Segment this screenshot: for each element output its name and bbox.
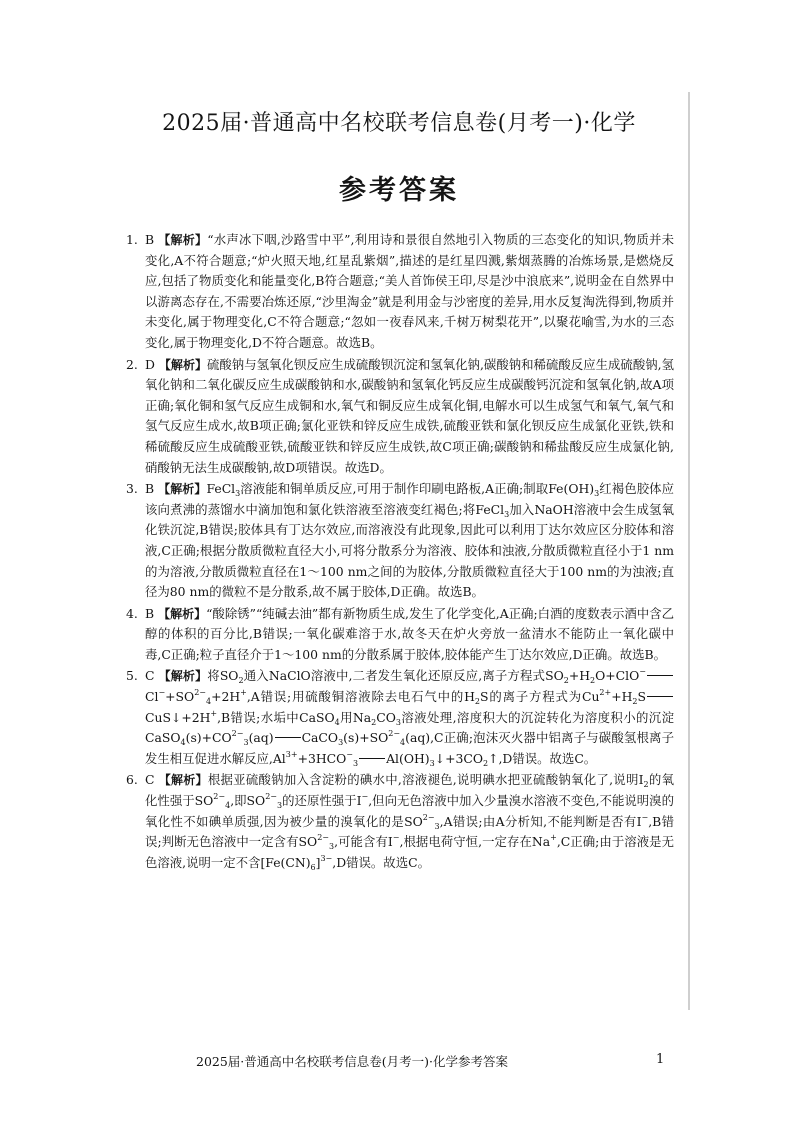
text-run: ,A错误;用硫酸铜溶液除去电石气中的H bbox=[246, 689, 475, 705]
analysis-tag: 【解析】 bbox=[158, 669, 208, 684]
answer-text bbox=[145, 232, 674, 350]
subscript: 3 bbox=[243, 738, 249, 748]
text-run: 溶液能和铜单质反应,可用于制作印刷电路板,A正确;制取Fe(OH) bbox=[240, 481, 595, 497]
text-run: (aq),C正确;泡沫灭火器中铝离子与碳酸氢根离子发生相互促进水解反应,Al bbox=[145, 730, 674, 766]
text-run: ,可能含有I bbox=[334, 834, 393, 850]
text-run: S bbox=[637, 689, 646, 705]
subscript: 2 bbox=[474, 697, 480, 707]
answer-list bbox=[126, 230, 674, 874]
superscript: 2− bbox=[422, 812, 435, 822]
subscript: 3 bbox=[395, 717, 401, 727]
equals-sign bbox=[359, 758, 385, 759]
text-run: “水声冰下咽,沙路雪中平”,利用诗和景很自然地引入物质的三态变化的知识,物质并未变化,A不符合题意;“炉火照天地,红星乱紫烟”,描述的是红星四溅,紫烟蒸腾的冶炼场景,是燃烧反应,包括了物质变化和能量变化,B符合题意;“美人首饰侯王印,尽是沙中浪底来”,说明金在自然界中以游离态存在,不需要冶炼还原,“沙里淘金”就是利用金与沙密度的差异,用水反复淘洗得到,物质并未变化,属于物理变化,C不符合题意;“忽如一夜春风来,千树万树梨花开”,以聚花喻雪,为水的三态变化,属于物理变化,D不符合题意。故选B。 bbox=[145, 232, 675, 350]
superscript: 2− bbox=[388, 729, 401, 739]
text-run: 通入NaClO溶液中,二者发生氧化还原反应,离子方程式SO bbox=[243, 668, 564, 684]
header-title: 2025届·普通高中名校联考信息卷(月考一)·化学 bbox=[162, 111, 636, 136]
text-run: 的氧化性强于SO bbox=[145, 772, 674, 809]
superscript: 3+ bbox=[285, 749, 298, 759]
text-run: B bbox=[145, 232, 159, 247]
text-run: C bbox=[145, 668, 159, 684]
superscript: − bbox=[158, 688, 166, 698]
superscript: 2− bbox=[265, 792, 278, 802]
subscript: 3 bbox=[329, 842, 335, 852]
analysis-tag: 【解析】 bbox=[158, 482, 207, 497]
superscript: − bbox=[639, 667, 646, 677]
analysis-tag: 【解析】 bbox=[158, 233, 208, 247]
superscript: − bbox=[641, 812, 649, 822]
text-run: 加入NaOH溶液中会生成氢氧化铁沉淀,B错误;胶体具有丁达尔效应,而溶液没有此现象,因此可以利用丁达尔效应区分胶体和溶液,C正确;根据分散质微粒直径大小,可将分散系分为溶液、胶体和浊液,分散质微粒直径小于1 nm的为溶液,分散质微粒直径在1～100 nm之间的为胶体,分散质微粒直径大于100 nm的为浊液;直径为80 nm的微粒不是分散系,故不属于胶体,D正确。故选B。 bbox=[145, 501, 674, 600]
text-run: +H bbox=[611, 689, 633, 705]
text-run: Cl bbox=[145, 689, 159, 705]
text-run: +SO bbox=[165, 689, 195, 705]
answer-item bbox=[126, 230, 674, 354]
subscript: 4 bbox=[205, 697, 212, 707]
equals-sign bbox=[647, 675, 673, 676]
text-run: ,即SO bbox=[230, 793, 266, 809]
analysis-tag: 【解析】 bbox=[158, 606, 207, 621]
subscript: 3 bbox=[504, 509, 510, 519]
analysis-tag: 【解析】 bbox=[158, 357, 207, 372]
answer-text bbox=[145, 357, 674, 475]
subscript: 4 bbox=[334, 717, 340, 727]
superscript: 2− bbox=[194, 688, 206, 698]
subscript: 4 bbox=[400, 738, 406, 748]
answer-number: 6. bbox=[126, 772, 138, 788]
answer-number: 3. bbox=[126, 481, 138, 497]
subscript: 2 bbox=[632, 697, 638, 707]
text-run: S的离子方程式为Cu bbox=[480, 689, 600, 705]
superscript: 2− bbox=[231, 729, 244, 739]
answer-text bbox=[145, 606, 674, 662]
text-run: CuS↓+2H bbox=[145, 709, 211, 725]
equals-sign bbox=[275, 737, 301, 738]
superscript: + bbox=[240, 688, 247, 698]
answer-number: 2. bbox=[126, 356, 138, 372]
subscript: 2 bbox=[590, 676, 596, 686]
text-run: CO bbox=[376, 709, 396, 725]
text-run: B bbox=[145, 481, 159, 497]
text-run: ↑,D错误。故选C。 bbox=[488, 750, 597, 766]
superscript: + bbox=[550, 833, 557, 843]
text-run: “酸除锈”“纯碱去油”都有新物质生成,发生了化学变化,A正确;白酒的度数表示酒中含乙醇的体积的百分比,B错误;一氧化碳难溶于水,故冬天在炉火旁放一盆清水不能防止一氧化碳中毒,C正确;粒子直径介于1～100 nm的分散系属于胶体,胶体能产生丁达尔效应,D正确。故选B。 bbox=[145, 605, 674, 662]
text-run: ,C正确;由于溶液是无色溶液,说明一定不含[Fe(CN) bbox=[145, 834, 675, 870]
answer-number: 1. bbox=[126, 232, 138, 247]
text-run: 根据亚硫酸钠加入含淀粉的碘水中,溶液褪色,说明碘水把亚硫酸钠氧化了,说明I bbox=[207, 772, 644, 788]
text-run: (s)+CO bbox=[185, 730, 232, 746]
text-run: 将SO bbox=[207, 668, 239, 684]
answer-item bbox=[126, 604, 674, 666]
text-run: ,B错误;判断无色溶液中一定含有SO bbox=[145, 813, 675, 850]
answer-item bbox=[126, 355, 674, 479]
text-run: ,但向无色溶液中加入少量溴水溶液不变色,不能说明溴的氧化性不如碘单质强,因为被少量的溴氧化的是SO bbox=[145, 793, 674, 829]
answer-item bbox=[126, 479, 674, 603]
subscript: 6 bbox=[310, 862, 316, 872]
answer-text bbox=[145, 667, 674, 768]
text-run: +3HCO bbox=[297, 750, 347, 766]
text-run: D bbox=[145, 356, 159, 372]
text-run: (aq) bbox=[248, 730, 274, 746]
page-number: 1 bbox=[656, 1052, 665, 1067]
answer-number: 4. bbox=[126, 605, 138, 621]
answer-item bbox=[126, 666, 674, 769]
text-run: 红褐色胶体应该向煮沸的蒸馏水中滴加饱和氯化铁溶液至溶液变红褐色;将FeCl bbox=[145, 481, 675, 517]
text-run: ] bbox=[315, 854, 321, 870]
superscript: 2− bbox=[213, 792, 226, 802]
text-run: 用Na bbox=[339, 709, 372, 725]
page-edge-shadow bbox=[688, 92, 690, 1010]
text-run: 硫酸钠与氢氧化钡反应生成硫酸钡沉淀和氢氧化钠,碳酸钠和稀硫酸反应生成硫酸钠,氢氧化钠和二氧化碳反应生成碳酸钠和水,碳酸钠和氢氧化钙反应生成碳酸钙沉淀和氢氧化钠,故A项正确;氧化铜和氢气反应生成铜和水,氧气和铜反应生成氧化铜,电解水可以生成氢气和氧气,氧气和氢气反应生成水,故B项正确;氯化亚铁和锌反应生成铁,硫酸亚铁和氯化钡反应生成氯化亚铁,铁和稀硫酸反应生成硫酸亚铁,硫酸亚铁和锌反应生成铁,故C项正确;碳酸钠和稀盐酸反应生成氯化钠,硝酸钠无法生成碳酸钠,故D项错误。故选D。 bbox=[145, 356, 674, 475]
answer-text bbox=[145, 481, 674, 599]
answer-text bbox=[145, 772, 675, 872]
subscript: 3 bbox=[594, 489, 600, 499]
subscript: 3 bbox=[434, 821, 440, 831]
subscript: 4 bbox=[180, 738, 186, 748]
subscript: 3 bbox=[429, 758, 435, 768]
subscript: 4 bbox=[225, 801, 231, 811]
subscript: 2 bbox=[643, 780, 649, 790]
text-run: B bbox=[145, 605, 159, 621]
subscript: 3 bbox=[235, 489, 241, 499]
text-run: (s)+SO bbox=[343, 730, 389, 746]
footer-text: 2025届·普通高中名校联考信息卷(月考一)·化学参考答案 bbox=[196, 1054, 509, 1069]
subscript: 3 bbox=[352, 758, 359, 768]
text-run: CaCO bbox=[301, 730, 339, 746]
superscript: + bbox=[210, 708, 218, 718]
superscript: 2+ bbox=[599, 688, 612, 698]
subscript: 3 bbox=[338, 738, 344, 748]
text-run: FeCl bbox=[206, 481, 236, 497]
text-run: ↓+3CO bbox=[434, 750, 484, 766]
text-run: Al(OH) bbox=[386, 750, 430, 766]
subscript: 2 bbox=[238, 676, 244, 686]
answer-number: 5. bbox=[126, 668, 138, 684]
text-run: ,A错误;由A分析知,不能判断是否有I bbox=[439, 813, 642, 829]
text-run: ,B错误;水垢中CaSO bbox=[217, 709, 335, 725]
text-run: C bbox=[145, 772, 159, 788]
subscript: 3 bbox=[277, 801, 283, 811]
superscript: 3− bbox=[320, 853, 333, 863]
superscript: 2− bbox=[317, 833, 329, 843]
subscript: 2 bbox=[371, 717, 377, 727]
text-run: +H bbox=[568, 668, 591, 684]
subscript: 2 bbox=[563, 676, 569, 686]
answer-item bbox=[126, 770, 674, 873]
page-title: 参考答案 bbox=[339, 175, 459, 206]
superscript: − bbox=[361, 792, 369, 802]
superscript: − bbox=[392, 833, 400, 843]
text-run: 的还原性强于I bbox=[282, 793, 362, 809]
equals-sign bbox=[647, 696, 673, 697]
text-run: O+ClO bbox=[595, 668, 640, 684]
text-run: ,根据电荷守恒,一定存在Na bbox=[399, 834, 551, 850]
analysis-tag: 【解析】 bbox=[158, 773, 208, 788]
text-run: +2H bbox=[211, 689, 241, 705]
subscript: 2 bbox=[483, 758, 489, 768]
superscript: − bbox=[346, 749, 353, 759]
text-run: ,D错误。故选C。 bbox=[332, 854, 430, 870]
text-run: 溶液处理,溶度积大的沉淀转化为溶度积小的沉淀CaSO bbox=[145, 709, 674, 746]
